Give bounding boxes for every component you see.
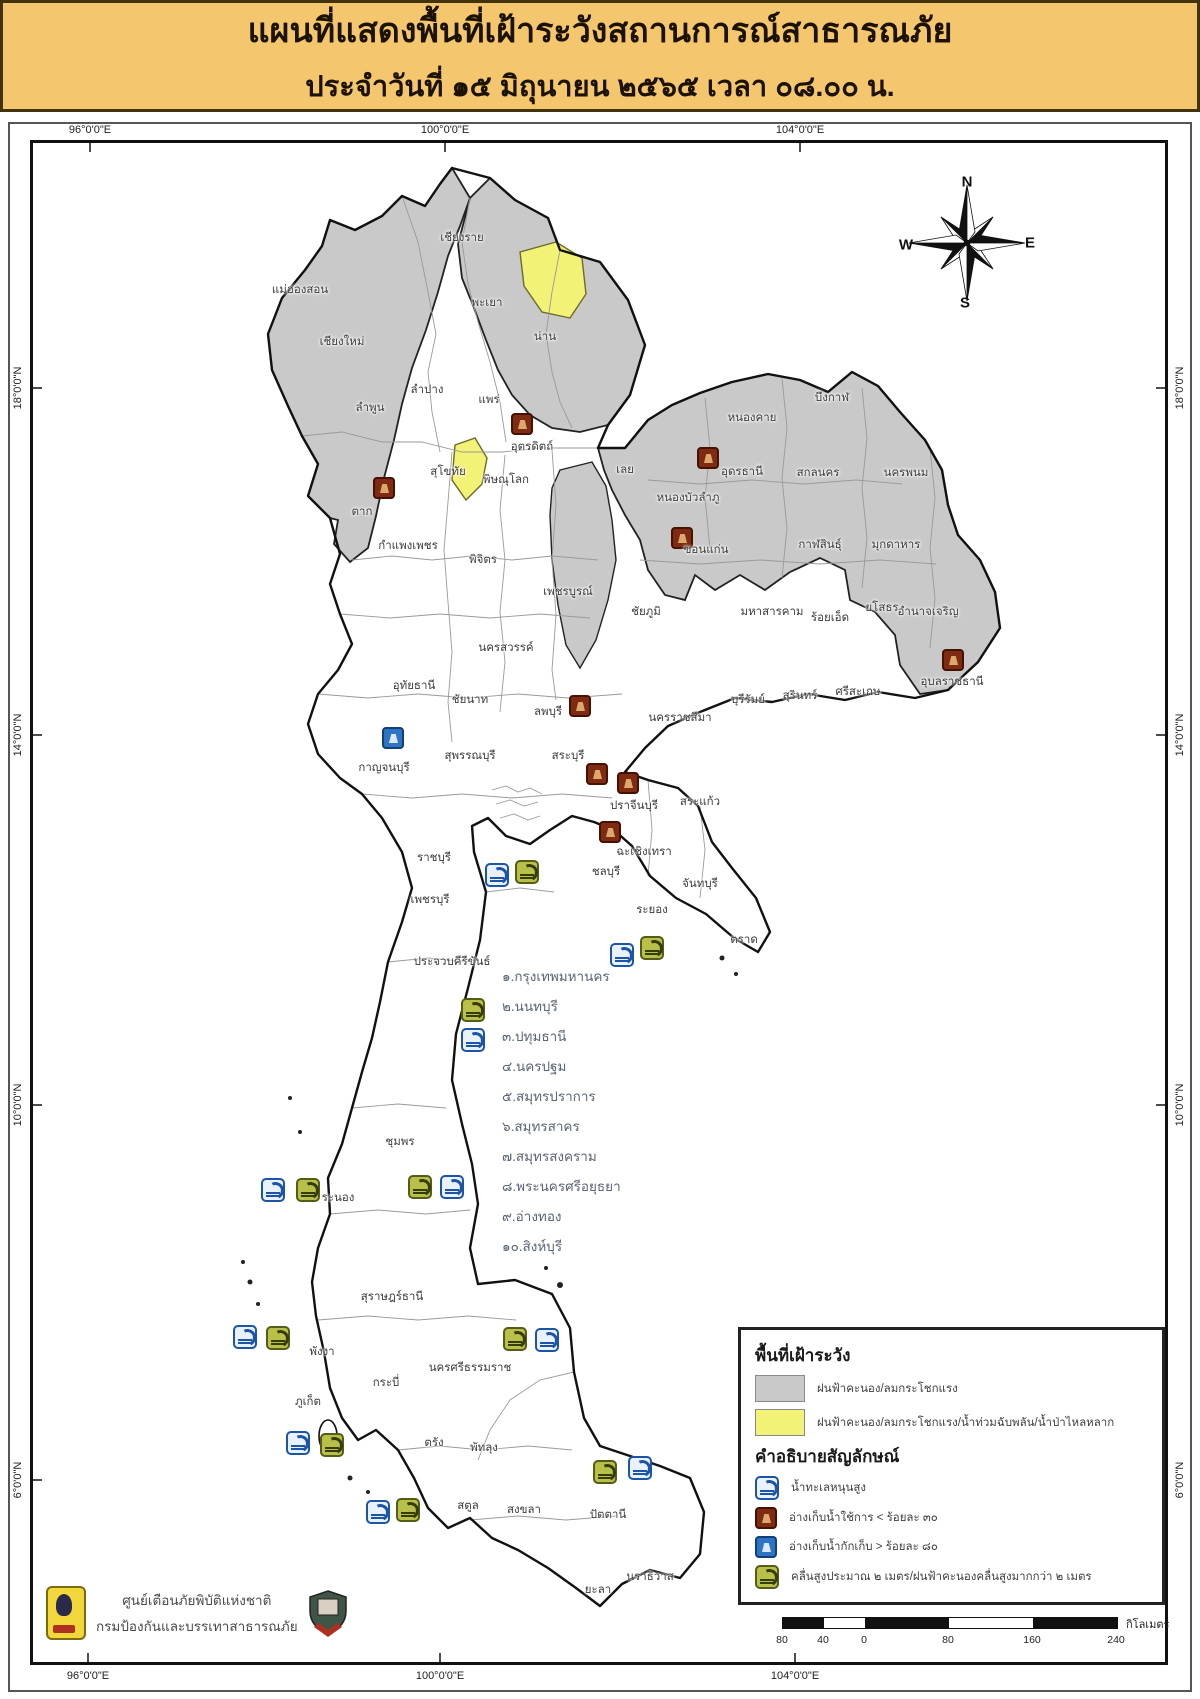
legend-area-label: ฝนฟ้าคะนอง/ลมกระโชกแรง xyxy=(817,1382,958,1395)
scale-tick-label: 160 xyxy=(1023,1634,1041,1646)
scale-bar xyxy=(776,1612,1182,1656)
province-label: เพชรบุรี xyxy=(410,894,450,906)
res-low-marker-icon xyxy=(599,821,621,843)
compass-south-label: S xyxy=(959,294,971,312)
province-label: กำแพงเพชร xyxy=(378,540,438,552)
legend-symbol-row xyxy=(755,1536,1150,1558)
province-label: หนองคาย xyxy=(727,412,777,424)
tide-marker-icon xyxy=(535,1328,559,1352)
wave-marker-icon xyxy=(503,1327,527,1351)
page-subtitle-date: ประจำวันที่ ๑๕ มิถุนายน ๒๕๖๕ เวลา ๐๘.๐๐ น. xyxy=(305,71,895,103)
latitude-label: 18°0'0"N xyxy=(12,366,24,410)
province-label: สระบุรี xyxy=(551,750,585,762)
tide-marker-icon xyxy=(440,1175,464,1199)
wave-icon xyxy=(755,1565,779,1589)
latitude-label: 10°0'0"N xyxy=(1174,1083,1186,1127)
province-label: พังงา xyxy=(309,1346,335,1358)
res-low-icon xyxy=(755,1507,777,1529)
longitude-label: 104°0'0"E xyxy=(775,124,825,136)
province-label: จันทบุรี xyxy=(682,878,718,890)
latitude-label: 18°0'0"N xyxy=(1174,366,1186,410)
area-color-swatch xyxy=(755,1375,805,1402)
wave-marker-icon xyxy=(320,1433,344,1457)
province-label: น่าน xyxy=(533,331,557,343)
ndwc-logo xyxy=(46,1586,86,1640)
page-title: แผนที่แสดงพื้นที่เฝ้าระวังสถานการณ์สาธารณภัย xyxy=(247,12,953,50)
province-label: สงขลา xyxy=(506,1504,542,1516)
res-low-marker-icon xyxy=(373,477,395,499)
province-label: บึงกาฬ xyxy=(814,392,850,404)
province-label: ขอนแก่น xyxy=(683,544,729,556)
res-low-marker-icon xyxy=(511,413,533,435)
province-label: พัทลุง xyxy=(470,1442,498,1454)
province-list-item: ๒.นนทบุรี xyxy=(502,999,558,1014)
province-label: กาญจนบุรี xyxy=(358,762,410,774)
wave-marker-icon xyxy=(593,1460,617,1484)
province-label: มุกดาหาร xyxy=(871,539,921,551)
scale-tick-label: 80 xyxy=(776,1634,788,1646)
legend-symbol-header: คำอธิบายสัญลักษณ์ xyxy=(755,1447,900,1466)
res-low-marker-icon xyxy=(617,772,639,794)
province-label: ลำปาง xyxy=(410,384,444,396)
province-label: สกลนคร xyxy=(796,467,840,479)
province-label: ระนอง xyxy=(321,1192,355,1204)
province-label: อุทัยธานี xyxy=(392,680,436,692)
province-label: สุรินทร์ xyxy=(782,690,818,702)
province-label: แม่ฮ่องสอน xyxy=(271,284,329,296)
latitude-label: 14°0'0"N xyxy=(1174,713,1186,757)
province-label: ชัยภูมิ xyxy=(631,606,661,618)
province-list-item: ๙.อ่างทอง xyxy=(502,1209,562,1224)
legend-symbol-label: อ่างเก็บน้ำกักเก็บ > ร้อยละ ๘๐ xyxy=(789,1541,938,1553)
legend-symbol-label: คลื่นสูงประมาณ ๒ เมตร/ฝนฟ้าคะนองคลื่นสูงมากกว่า ๒ เมตร xyxy=(791,1571,1092,1583)
province-label: ชลบุรี xyxy=(591,866,621,878)
longitude-label: 96°0'0"E xyxy=(66,1670,110,1682)
province-label: ปัตตานี xyxy=(589,1509,627,1521)
tide-marker-icon xyxy=(461,1028,485,1052)
province-label: พะเยา xyxy=(471,297,503,309)
province-label: ลพบุรี xyxy=(533,706,563,718)
compass-east-label: E xyxy=(1024,234,1036,252)
province-label: นครสวรรค์ xyxy=(478,642,534,654)
res-low-marker-icon xyxy=(942,649,964,671)
province-label: ยะลา xyxy=(584,1584,612,1596)
tide-marker-icon xyxy=(286,1431,310,1455)
legend-symbol-row xyxy=(755,1507,1150,1529)
latitude-label: 6°0'0"N xyxy=(12,1461,24,1499)
credit-line-2: กรมป้องกันและบรรเทาสาธารณภัย xyxy=(96,1619,298,1634)
wave-marker-icon xyxy=(461,998,485,1022)
wave-marker-icon xyxy=(408,1175,432,1199)
scale-bar-segments xyxy=(782,1617,1118,1629)
credits-block xyxy=(46,1586,348,1640)
compass-west-label: W xyxy=(898,236,914,254)
scale-tick-label: 80 xyxy=(942,1634,954,1646)
province-label: สุพรรณบุรี xyxy=(444,750,496,762)
credit-line-1: ศูนย์เตือนภัยพิบัติแห่งชาติ xyxy=(122,1593,272,1608)
province-label: สระแก้ว xyxy=(679,796,721,808)
province-label: บุรีรัมย์ xyxy=(731,694,765,706)
province-list-item: ๘.พระนครศรีอยุธยา xyxy=(502,1179,621,1194)
province-list-item: ๑.กรุงเทพมหานคร xyxy=(502,969,610,984)
province-label: อำนาจเจริญ xyxy=(897,606,959,618)
province-label: แพร่ xyxy=(478,394,500,406)
scale-unit-label: กิโลเมตร xyxy=(1126,1619,1170,1631)
province-label: นราธิวาส xyxy=(626,1571,674,1583)
legend-area-row xyxy=(755,1409,1150,1436)
legend-symbol-label: อ่างเก็บน้ำใช้การ < ร้อยละ ๓๐ xyxy=(789,1512,938,1524)
res-low-marker-icon xyxy=(697,447,719,469)
tide-marker-icon xyxy=(628,1456,652,1480)
province-label: ชุมพร xyxy=(385,1136,415,1148)
province-label: ชัยนาท xyxy=(451,694,489,706)
longitude-label: 100°0'0"E xyxy=(420,124,470,136)
province-label: ภูเก็ต xyxy=(295,1396,321,1408)
scale-tick-label: 40 xyxy=(817,1634,829,1646)
province-label: นครพนม xyxy=(883,467,929,479)
province-label: กาฬสินธุ์ xyxy=(798,539,842,551)
province-label: อุตรดิตถ์ xyxy=(510,441,554,453)
scale-tick-label: 240 xyxy=(1107,1634,1125,1646)
tide-icon xyxy=(755,1476,779,1500)
tide-marker-icon xyxy=(233,1325,257,1349)
province-label: ประจวบคีรีขันธ์ xyxy=(413,956,491,968)
latitude-label: 6°0'0"N xyxy=(1174,1461,1186,1499)
longitude-label: 104°0'0"E xyxy=(770,1670,820,1682)
latitude-label: 14°0'0"N xyxy=(12,713,24,757)
province-label: สุราษฎร์ธานี xyxy=(360,1291,424,1303)
legend-symbol-row xyxy=(755,1476,1150,1500)
province-label: ระยอง xyxy=(636,904,668,916)
province-label: ตาก xyxy=(351,506,373,518)
legend-symbol-items xyxy=(755,1476,1150,1589)
res-high-icon xyxy=(755,1536,777,1558)
province-label: มหาสารคาม xyxy=(740,606,804,618)
province-label: ปราจีนบุรี xyxy=(609,800,659,812)
area-color-swatch xyxy=(755,1409,805,1436)
province-label: เพชรบูรณ์ xyxy=(543,586,593,598)
province-label: หนองบัวลำภู xyxy=(656,492,720,504)
province-list-item: ๗.สมุทรสงคราม xyxy=(502,1149,597,1164)
wave-marker-icon xyxy=(266,1326,290,1350)
province-label: นครราชสีมา xyxy=(648,712,712,724)
province-label: เชียงใหม่ xyxy=(319,336,365,348)
province-label: ฉะเชิงเทรา xyxy=(616,846,672,858)
tide-marker-icon xyxy=(261,1178,285,1202)
province-label: สตูล xyxy=(457,1500,479,1512)
res-low-marker-icon xyxy=(569,695,591,717)
latitude-label: 10°0'0"N xyxy=(12,1083,24,1127)
province-list-item: ๖.สมุทรสาคร xyxy=(502,1119,580,1134)
province-label: เชียงราย xyxy=(440,232,484,244)
province-label: ศรีสะเกษ xyxy=(835,686,881,698)
province-label: กระบี่ xyxy=(372,1377,400,1389)
res-low-marker-icon xyxy=(586,763,608,785)
scale-tick-label: 0 xyxy=(861,1634,867,1646)
legend-symbol-row xyxy=(755,1565,1150,1589)
province-label: พิจิตร xyxy=(469,554,497,566)
province-label: เลย xyxy=(616,464,634,476)
wave-marker-icon xyxy=(296,1178,320,1202)
wave-marker-icon xyxy=(515,860,539,884)
province-list-item: ๔.นครปฐม xyxy=(502,1059,567,1074)
legend-area-label: ฝนฟ้าคะนอง/ลมกระโชกแรง/น้ำท่วมฉับพลัน/น้ำป่าไหลหลาก xyxy=(817,1416,1115,1429)
tide-marker-icon xyxy=(485,863,509,887)
province-label: ตรัง xyxy=(424,1437,444,1449)
legend-symbol-label: น้ำทะเลหนุนสูง xyxy=(791,1482,866,1494)
legend-area-header: พื้นที่เฝ้าระวัง xyxy=(755,1346,851,1365)
legend-area-row xyxy=(755,1375,1150,1402)
province-label: สุโขทัย xyxy=(430,466,466,478)
province-label: นครศรีธรรมราช xyxy=(428,1362,512,1374)
title-bar xyxy=(0,0,1200,112)
tide-marker-icon xyxy=(366,1500,390,1524)
province-label: ยโสธร xyxy=(865,602,899,614)
province-label: อุดรธานี xyxy=(721,466,763,478)
longitude-label: 96°0'0"E xyxy=(68,124,112,136)
longitude-label: 100°0'0"E xyxy=(415,1670,465,1682)
province-list-item: ๑๐.สิงห์บุรี xyxy=(502,1239,563,1254)
province-label: ลำพูน xyxy=(355,402,385,414)
central-province-list xyxy=(502,962,621,1262)
legend-box xyxy=(738,1327,1165,1605)
res-high-marker-icon xyxy=(382,727,404,749)
province-label: ตราด xyxy=(730,934,758,946)
wave-marker-icon xyxy=(396,1498,420,1522)
province-list-item: ๓.ปทุมธานี xyxy=(502,1029,567,1044)
wave-marker-icon xyxy=(640,936,664,960)
province-label: พิษณุโลก xyxy=(482,474,530,486)
compass-north-label: N xyxy=(961,173,973,191)
province-label: ราชบุรี xyxy=(417,852,451,864)
ddpm-logo xyxy=(308,1589,348,1637)
legend-area-items xyxy=(755,1375,1150,1436)
province-label: อุบลราชธานี xyxy=(920,676,984,688)
province-list-item: ๕.สมุทรปราการ xyxy=(502,1089,596,1104)
compass-rose-icon xyxy=(897,173,1037,313)
province-label: ร้อยเอ็ด xyxy=(810,612,850,624)
